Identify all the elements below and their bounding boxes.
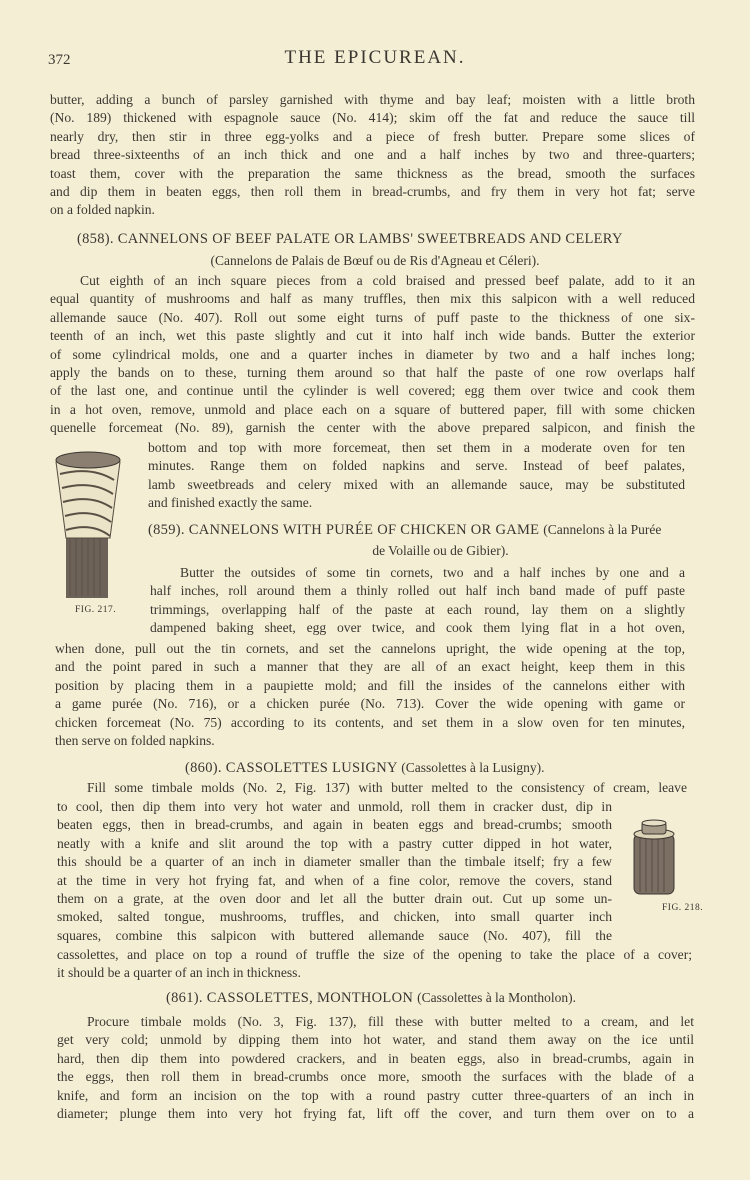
- recipe-859-subtitle: de Volaille ou de Gibier).: [372, 543, 509, 558]
- text-line: bread three-sixteenths of an inch thick and one and a half inches by two and three-quarters;: [50, 147, 695, 163]
- text-line: minutes. Range them on folded napkins and serve. Instead of beef palates,: [148, 458, 685, 474]
- text-line: knife, and form an incision on the top with a round pastry cutter three-quarters of an inch in: [57, 1087, 694, 1103]
- text-line: when done, pull out the tin cornets, and set the cannelons upright, the wide opening at the top,: [55, 641, 685, 656]
- recipe-861-paragraph: [57, 1013, 694, 1123]
- text-line: at the time in very hot frying fat, and when of a fine color, remove the covers, stand: [57, 872, 612, 888]
- text-line: and dip them in beaten eggs, then roll them in bread-crumbs, and fry them in very hot fat; serve: [50, 183, 695, 199]
- fig-218-caption: FIG. 218.: [662, 903, 704, 913]
- text-line: the eggs, then roll them in bread-crumbs once more, smooth the surfaces with the blade of a: [57, 1069, 694, 1085]
- text-line: a game purée (No. 716), or a chicken purée (No. 713). Cover the wide opening with game or: [55, 696, 685, 712]
- text-line: get very cold; unmold by dipping them into hot water, and stand them away on the ice until: [57, 1032, 694, 1048]
- page-number: 372: [48, 52, 71, 68]
- text-line: half inches, roll around them a thinly rolled out half inch band made of puff paste: [150, 583, 685, 599]
- recipe-861-title: [166, 990, 576, 1007]
- text-line: lamb sweetbreads and celery mixed with an allemande sauce, may be substituted: [148, 476, 685, 492]
- text-line: it should be a quarter of an inch in thickness.: [57, 965, 301, 981]
- recipe-858-paragraph-continued: [148, 439, 685, 513]
- text-line: equal quantity of mushrooms and half as many truffles, then mix this salpicon with a well reduced: [50, 291, 695, 307]
- recipe-860-paragraph-continued: [57, 946, 692, 983]
- recipe-859-title-english: (859). CANNELONS WITH PURÉE OF CHICKEN OR GAME: [148, 522, 540, 538]
- recipe-860-title-french: (Cassolettes à la Lusigny).: [401, 760, 545, 775]
- recipe-861-title-french: (Cassolettes à la Montholon).: [417, 990, 577, 1005]
- text-line: (No. 189) thickened with espagnole sauce (No. 414); skim off the fat and reduce the sauce till: [50, 110, 695, 126]
- text-line: them on a grate, at the oven door and let all the butter drain out. Cut up some un-: [57, 890, 612, 906]
- text-line: Procure timbale molds (No. 3, Fig. 137), fill these with butter melted to a cream, and let: [87, 1014, 694, 1029]
- fig-217-cannelon-illustration: [52, 450, 124, 600]
- text-line: in a hot oven, remove, unmold and place each on a square of buttered paper, fill with some chicken: [50, 401, 695, 417]
- fig-217-caption: FIG. 217.: [75, 605, 117, 615]
- recipe-858-paragraph: [50, 272, 695, 438]
- text-line: to cool, then dip them into very hot water and unmold, roll them in cracker dust, dip in: [57, 799, 612, 814]
- text-line: teenth of an inch, wet this paste slightly and cut it into half inch wide bands. Butter the exterior: [50, 328, 695, 344]
- recipe-860-paragraph-narrow: [57, 798, 612, 945]
- text-line: Butter the outsides of some tin cornets, two and a half inches by one and a: [180, 565, 685, 580]
- text-line: of the last one, and continue until the cylinder is well covered; egg them over twice and cook them: [50, 383, 695, 399]
- text-line: diameter; plunge them into very hot frying fat, lift off the cover, and turn them over on to a: [57, 1105, 694, 1121]
- text-line: allemande sauce (No. 407). Roll out some eight turns of puff paste to the thickness of one six-: [50, 309, 695, 325]
- text-line: hard, then dip them into powdered crackers, and in beaten eggs, also in bread-crumbs, again in: [57, 1050, 694, 1066]
- text-line: then serve on folded napkins.: [55, 732, 215, 748]
- text-line: smoked, salted tongue, mushrooms, truffles, and chicken, into small quarter inch: [57, 909, 612, 925]
- text-line: beaten eggs, then in bread-crumbs, and again in beaten eggs and bread-crumbs; smooth: [57, 817, 612, 833]
- text-line: this should be a quarter of an inch in diameter smaller than the timbale itself; fry a few: [57, 854, 612, 870]
- text-line: position by placing them in a paupiette mold; and fill the insides of the cannelons either with: [55, 677, 685, 693]
- text-line: cassolettes, and place on top a round of truffle the size of the opening to take the place of a cover;: [57, 947, 692, 962]
- text-line: on a folded napkin.: [50, 202, 155, 218]
- running-title: THE EPICUREAN.: [284, 47, 466, 68]
- text-line: bottom and top with more forcemeat, then set them in a moderate oven for ten: [148, 440, 685, 455]
- text-line: dampened baking sheet, egg over twice, and cook them lying flat in a hot oven,: [150, 620, 685, 636]
- recipe-859-paragraph-continued: [55, 640, 685, 750]
- text-line: Fill some timbale molds (No. 2, Fig. 137) with butter melted to the consistency of cream, leave: [87, 780, 687, 795]
- recipe-860-title: [185, 760, 544, 777]
- recipe-859-title: [148, 522, 661, 539]
- recipe-860-paragraph-first: [57, 779, 687, 797]
- fig-218-timbale-illustration: [630, 818, 678, 898]
- text-line: nearly dry, then stir in three egg-yolks and a piece of fresh butter. Prepare some slices of: [50, 128, 695, 144]
- text-line: quenelle forcemeat (No. 89), garnish the center with the above prepared salpicon, and finish the: [50, 420, 695, 436]
- text-line: neatly with a knife and slit around the top with a pastry cutter dipped in hot water,: [57, 835, 612, 851]
- text-line: apply the bands on to these, turning them around so that half the paste of one row overlaps half: [50, 364, 695, 380]
- recipe-861-title-english: (861). CASSOLETTES, MONTHOLON: [166, 990, 414, 1006]
- text-line: of some cylindrical molds, one and a quarter inches in diameter by two and a half inches long;: [50, 346, 695, 362]
- text-line: trimmings, overlapping half of the paste at each round, lay them on a slightly: [150, 601, 685, 617]
- text-line: toast them, cover with the preparation the same thickness as the bread, smooth the surfaces: [50, 165, 695, 181]
- text-line: and the point pared in such a manner that they are all of an exact height, keep them in this: [55, 659, 685, 675]
- text-line: butter, adding a bunch of parsley garnished with thyme and bay leaf; moisten with a little broth: [50, 92, 695, 107]
- recipe-858-title: (858). CANNELONS OF BEEF PALATE OR LAMBS' SWEETBREADS AND CELERY: [77, 231, 623, 247]
- recipe-859-paragraph: [150, 564, 685, 638]
- text-line: squares, combine this salpicon with buttered allemande sauce (No. 407), fill the: [57, 927, 612, 943]
- recipe-860-title-english: (860). CASSOLETTES LUSIGNY: [185, 760, 398, 776]
- text-line: Cut eighth of an inch square pieces from a cold braised and pressed beef palate, add to it an: [80, 273, 695, 288]
- text-line: chicken forcemeat (No. 75) according to its contents, and set them in a slow oven for ten minutes,: [55, 714, 685, 730]
- intro-paragraph: [50, 91, 695, 220]
- recipe-859-title-french: (Cannelons à la Purée: [543, 522, 662, 537]
- text-line: and finished exactly the same.: [148, 495, 313, 511]
- recipe-858-subtitle: (Cannelons de Palais de Bœuf ou de Ris d'Agneau et Céleri).: [210, 253, 540, 268]
